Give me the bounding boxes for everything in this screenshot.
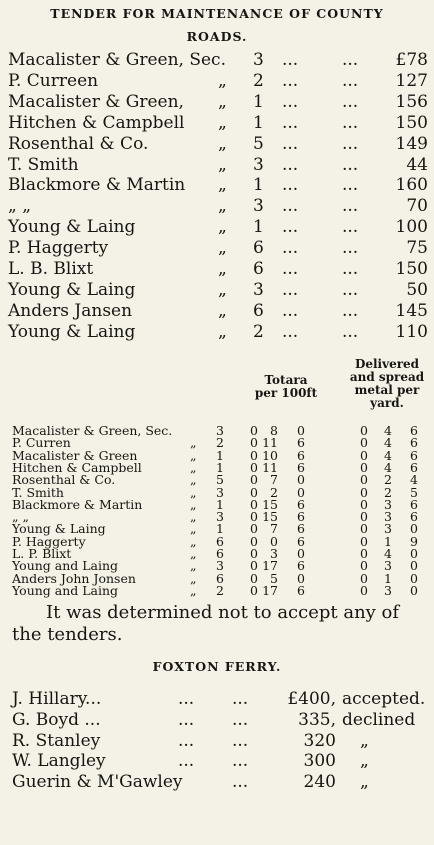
metal-rate-value: 0 (360, 459, 368, 475)
section-number: 1 (216, 521, 224, 537)
ditto-mark: „ (190, 521, 197, 537)
tender-price-row (0, 300, 434, 322)
totara-header (240, 374, 332, 400)
metal-rate-value: 0 (360, 472, 368, 488)
ditto-mark: „ (218, 259, 227, 279)
metal-rate-value: 0 (410, 582, 418, 598)
section-number: 6 (253, 259, 264, 279)
contractor-name: L. B. Blixt (8, 259, 94, 279)
contractor-name: Blackmore & Martin (12, 496, 143, 512)
tender-status: declined (342, 709, 416, 730)
leader-dots: ... (282, 175, 299, 196)
totara-rate-value: 17 (262, 582, 278, 598)
totara-rate-value: 7 (270, 472, 278, 488)
tender-status: „ (360, 751, 369, 772)
totara-rate-value: 0 (250, 435, 258, 451)
metal-rate-value: 0 (360, 496, 368, 512)
metal-rate-value: 9 (410, 533, 418, 549)
section-number: 3 (253, 154, 264, 175)
section-number: 6 (253, 238, 264, 259)
ferry-tender-row (0, 710, 434, 731)
totara-rate-value: 0 (250, 546, 258, 561)
leader-dots: ... (342, 217, 359, 238)
totara-rate-value: 7 (270, 521, 278, 537)
metal-rate-value: 4 (384, 447, 392, 463)
totara-rate-value: 6 (297, 435, 305, 451)
ditto-mark: „ (218, 175, 227, 196)
ferry-tender-row (0, 751, 434, 772)
leader-dots: ... (342, 259, 359, 279)
contractor-name: Rosenthal & Co. (12, 472, 116, 488)
section-number: 6 (216, 570, 224, 586)
tender-price-row (0, 112, 434, 134)
section-number: 2 (253, 321, 264, 342)
totara-header-line2: per 100ft (254, 386, 318, 400)
contractor-name: Anders John Jonsen (12, 570, 136, 586)
tender-price: 75 (406, 238, 428, 259)
leader-dots: ... (282, 50, 299, 70)
section-number: 2 (216, 435, 224, 451)
leader-dots: ... (342, 112, 359, 133)
contractor-name: Macalister & Green, Sec. (8, 50, 226, 70)
leader-dots: ... (342, 196, 359, 217)
metal-rate-value: 6 (410, 435, 418, 451)
metal-rate-value: 0 (360, 447, 368, 463)
metal-rate-value: 0 (410, 521, 418, 537)
contractor-name: Hitchen & Campbell (8, 112, 185, 133)
totara-rate-value: 0 (250, 484, 258, 500)
contractor-name: T. Smith (8, 154, 79, 175)
metal-rate-value: 0 (360, 546, 368, 561)
ditto-mark: „ (218, 279, 227, 300)
leader-dots: ... (232, 751, 249, 772)
leader-dots: ... (282, 112, 299, 133)
tender-price-row (0, 216, 434, 238)
metal-rate-value: 2 (384, 472, 392, 488)
leader-dots: ... (342, 321, 359, 342)
leader-dots: ... (282, 70, 299, 91)
totara-rate-value: 0 (250, 582, 258, 598)
totara-rate-value: 0 (250, 472, 258, 488)
leader-dots: ... (282, 238, 299, 259)
tender-price: 150 (395, 112, 428, 133)
metal-rate-value: 0 (360, 484, 368, 500)
leader-dots: ... (282, 154, 299, 175)
tender-price: 44 (406, 154, 428, 175)
totara-rate-value: 0 (250, 533, 258, 549)
totara-rate-value: 0 (250, 423, 258, 438)
contractor-name: Young & Laing (12, 521, 106, 537)
leader-dots: ... (282, 196, 299, 217)
metal-rate-value: 0 (360, 423, 368, 438)
ditto-mark: „ (218, 321, 227, 342)
totara-rate-value: 0 (250, 496, 258, 512)
tender-price-row (0, 70, 434, 92)
metal-rate-value: 6 (410, 509, 418, 525)
tender-price: 149 (395, 133, 428, 154)
totara-rate-value: 2 (270, 484, 278, 500)
ditto-mark: „ (190, 435, 197, 451)
leader-dots: ... (282, 91, 299, 112)
metal-rate-value: 4 (384, 546, 392, 561)
contractor-name: Young & Laing (8, 279, 136, 300)
leader-dots: ... (232, 730, 249, 751)
tender-price: 110 (395, 321, 428, 342)
tenderer-name: J. Hillary... (12, 689, 102, 709)
leader-dots: ... (232, 772, 249, 793)
section-number: 5 (216, 472, 224, 488)
leader-dots: ... (342, 154, 359, 175)
tenderer-name: G. Boyd ... (12, 709, 101, 730)
contractor-name: „ „ (8, 196, 32, 217)
totara-rate-value: 8 (270, 423, 278, 438)
leader-dots: ... (342, 279, 359, 300)
ditto-mark: „ (190, 582, 197, 598)
metal-header-line4: yard. (370, 396, 404, 410)
section-number: 1 (253, 175, 264, 196)
tender-heading-line2: ROADS. (186, 29, 248, 44)
tender-price-row (0, 91, 434, 113)
ditto-mark: „ (218, 112, 227, 133)
contractor-name: Macalister & Green (12, 447, 138, 463)
section-number: 3 (253, 50, 264, 70)
totara-rate-value: 0 (297, 546, 305, 561)
totara-rate-value: 6 (297, 447, 305, 463)
ditto-mark: „ (218, 154, 227, 175)
tender-rate-row (0, 584, 434, 598)
metal-rate-value: 4 (384, 423, 392, 438)
section-number: 3 (216, 484, 224, 500)
decision-paragraph (12, 602, 428, 646)
metal-rate-value: 3 (384, 496, 392, 512)
tender-price-row (0, 174, 434, 196)
metal-rate-value: 6 (410, 459, 418, 475)
contractor-name: Young and Laing (12, 558, 119, 574)
tenderer-name: W. Langley (12, 751, 106, 772)
totara-rate-value: 0 (297, 484, 305, 500)
ditto-mark: „ (218, 238, 227, 259)
metal-rate-value: 3 (384, 582, 392, 598)
totara-rate-value: 0 (297, 570, 305, 586)
leader-dots: ... (342, 300, 359, 321)
section-number: 1 (253, 217, 264, 238)
leader-dots: ... (342, 70, 359, 91)
contractor-name: P. Haggerty (12, 533, 86, 549)
decision-line2: the tenders. (12, 624, 123, 645)
tender-status: „ (360, 772, 369, 793)
totara-rate-value: 0 (250, 459, 258, 475)
leader-dots: ... (178, 751, 195, 772)
metal-rate-value: 0 (360, 558, 368, 574)
tender-price: £400, (287, 689, 336, 709)
metal-rate-value: 3 (384, 558, 392, 574)
section-number: 6 (216, 546, 224, 561)
tender-price: 335, (298, 709, 336, 730)
totara-rate-value: 15 (262, 509, 278, 525)
ferry-tender-row (0, 689, 434, 710)
ferry-tender-row (0, 731, 434, 752)
ditto-mark: „ (190, 496, 197, 512)
ditto-mark: „ (218, 300, 227, 321)
ditto-mark: „ (218, 91, 227, 112)
section-number: 3 (253, 196, 264, 217)
metal-header-line2: and spread (349, 370, 425, 384)
totara-rate-value: 6 (297, 558, 305, 574)
ditto-mark: „ (190, 533, 197, 549)
ditto-mark: „ (218, 70, 227, 91)
metal-rate-value: 4 (384, 435, 392, 451)
metal-rate-value: 4 (384, 459, 392, 475)
totara-rate-value: 6 (297, 521, 305, 537)
tender-price: 50 (406, 279, 428, 300)
tender-heading-line1: TENDER FOR MAINTENANCE OF COUNTY (50, 6, 384, 21)
totara-rate-value: 3 (270, 546, 278, 561)
contractor-name: Young and Laing (12, 582, 119, 598)
contractor-name: Rosenthal & Co. (8, 133, 149, 154)
ditto-mark: „ (190, 558, 197, 574)
section-number: 5 (253, 133, 264, 154)
tender-price: 127 (395, 70, 428, 91)
section-number: 6 (216, 533, 224, 549)
contractor-name: P. Curren (12, 435, 71, 451)
metal-rate-value: 0 (360, 521, 368, 537)
totara-rate-value: 10 (262, 447, 278, 463)
leader-dots: ... (232, 709, 249, 730)
tender-price: 160 (395, 175, 428, 196)
tender-price-row (0, 279, 434, 301)
tender-price-row (0, 258, 434, 280)
section-number: 3 (253, 279, 264, 300)
totara-rate-value: 0 (250, 570, 258, 586)
section-number: 2 (216, 582, 224, 598)
leader-dots: ... (232, 689, 249, 709)
tender-price: 100 (395, 217, 428, 238)
ditto-mark: „ (190, 509, 197, 525)
leader-dots: ... (282, 259, 299, 279)
leader-dots: ... (342, 91, 359, 112)
section-number: 2 (253, 70, 264, 91)
ditto-mark: „ (190, 459, 197, 475)
metal-rate-value: 0 (360, 509, 368, 525)
tender-price-row (0, 49, 434, 71)
totara-rate-value: 6 (297, 509, 305, 525)
leader-dots: ... (178, 709, 195, 730)
contractor-name: P. Curreen (8, 70, 99, 91)
contractor-name: T. Smith (12, 484, 64, 500)
tender-price: 150 (395, 259, 428, 279)
metal-rate-value: 2 (384, 484, 392, 500)
metal-header-line3: metal per (354, 383, 420, 397)
section-number: 1 (253, 91, 264, 112)
tender-price-row (0, 321, 434, 343)
totara-rate-value: 6 (297, 496, 305, 512)
leader-dots: ... (342, 50, 359, 70)
ditto-mark: „ (218, 196, 227, 217)
metal-rate-value: 1 (384, 533, 392, 549)
metal-rate-value: 0 (410, 546, 418, 561)
ditto-mark: „ (190, 472, 197, 488)
section-number: 6 (253, 300, 264, 321)
contractor-name: „ „ (12, 509, 29, 525)
totara-header-line1: Totara (264, 373, 308, 387)
leader-dots: ... (178, 730, 195, 751)
leader-dots: ... (342, 175, 359, 196)
metal-rate-value: 6 (410, 423, 418, 438)
totara-rate-value: 0 (297, 472, 305, 488)
ditto-mark: „ (190, 570, 197, 586)
leader-dots: ... (342, 238, 359, 259)
metal-rate-value: 0 (410, 558, 418, 574)
tender-price: 156 (395, 91, 428, 112)
ditto-mark: „ (190, 484, 197, 500)
ditto-mark: „ (218, 133, 227, 154)
totara-rate-value: 6 (297, 459, 305, 475)
totara-rate-value: 15 (262, 496, 278, 512)
tender-price-row (0, 195, 434, 217)
totara-rate-value: 0 (297, 423, 305, 438)
totara-rate-value: 0 (250, 521, 258, 537)
tender-status: „ (360, 730, 369, 751)
contractor-name: L. P. Blixt (12, 546, 72, 561)
metal-rate-value: 6 (410, 447, 418, 463)
metal-rate-value: 0 (410, 570, 418, 586)
tenderer-name: R. Stanley (12, 730, 101, 751)
totara-rate-value: 11 (262, 435, 278, 451)
totara-rate-value: 0 (250, 447, 258, 463)
leader-dots: ... (178, 689, 195, 709)
metal-header (340, 358, 434, 410)
section-number: 3 (216, 423, 224, 438)
contractor-name: Young & Laing (8, 321, 136, 342)
metal-rate-value: 0 (360, 582, 368, 598)
section-number: 1 (253, 112, 264, 133)
leader-dots: ... (282, 279, 299, 300)
metal-rate-value: 0 (360, 435, 368, 451)
tender-price: 145 (395, 300, 428, 321)
metal-rate-value: 3 (384, 509, 392, 525)
decision-line1: It was determined not to accept any of (46, 602, 400, 623)
ferry-tender-row (0, 772, 434, 793)
section-number: 3 (216, 509, 224, 525)
metal-rate-value: 3 (384, 521, 392, 537)
tender-status: accepted. (342, 689, 426, 709)
ditto-mark: „ (218, 217, 227, 238)
totara-rate-value: 0 (250, 509, 258, 525)
section-number: 1 (216, 496, 224, 512)
tenderer-name: Guerin & M'Gawley (12, 772, 183, 793)
section-number: 3 (216, 558, 224, 574)
metal-rate-value: 0 (360, 533, 368, 549)
contractor-name: Macalister & Green, Sec. (12, 423, 173, 438)
totara-rate-value: 6 (297, 533, 305, 549)
metal-header-line1: Delivered (354, 357, 420, 371)
ditto-mark: „ (190, 447, 197, 463)
totara-rate-value: 0 (270, 533, 278, 549)
contractor-name: Anders Jansen (8, 300, 133, 321)
metal-rate-value: 5 (410, 484, 418, 500)
leader-dots: ... (282, 133, 299, 154)
totara-rate-value: 11 (262, 459, 278, 475)
tender-price-row (0, 133, 434, 155)
leader-dots: ... (282, 300, 299, 321)
tender-price: £78 (395, 50, 428, 70)
section-number: 1 (216, 459, 224, 475)
contractor-name: Young & Laing (8, 217, 136, 238)
metal-rate-value: 4 (410, 472, 418, 488)
contractor-name: Hitchen & Campbell (12, 459, 142, 475)
totara-rate-value: 0 (250, 558, 258, 574)
metal-rate-value: 1 (384, 570, 392, 586)
totara-rate-value: 17 (262, 558, 278, 574)
metal-rate-value: 6 (410, 496, 418, 512)
contractor-name: Macalister & Green, (8, 91, 184, 112)
ditto-mark: „ (190, 546, 197, 561)
metal-rate-value: 0 (360, 570, 368, 586)
tender-price: 70 (406, 196, 428, 217)
totara-rate-value: 5 (270, 570, 278, 586)
foxton-heading: FOXTON FERRY. (152, 659, 282, 674)
section-number: 1 (216, 447, 224, 463)
leader-dots: ... (342, 133, 359, 154)
tender-price-row (0, 237, 434, 259)
leader-dots: ... (282, 321, 299, 342)
contractor-name: Blackmore & Martin (8, 175, 186, 196)
leader-dots: ... (282, 217, 299, 238)
contractor-name: P. Haggerty (8, 238, 109, 259)
totara-rate-value: 6 (297, 582, 305, 598)
tender-price: 240 (303, 772, 336, 793)
tender-price: 320 (303, 730, 336, 751)
tender-price: 300 (303, 751, 336, 772)
tender-price-row (0, 154, 434, 176)
